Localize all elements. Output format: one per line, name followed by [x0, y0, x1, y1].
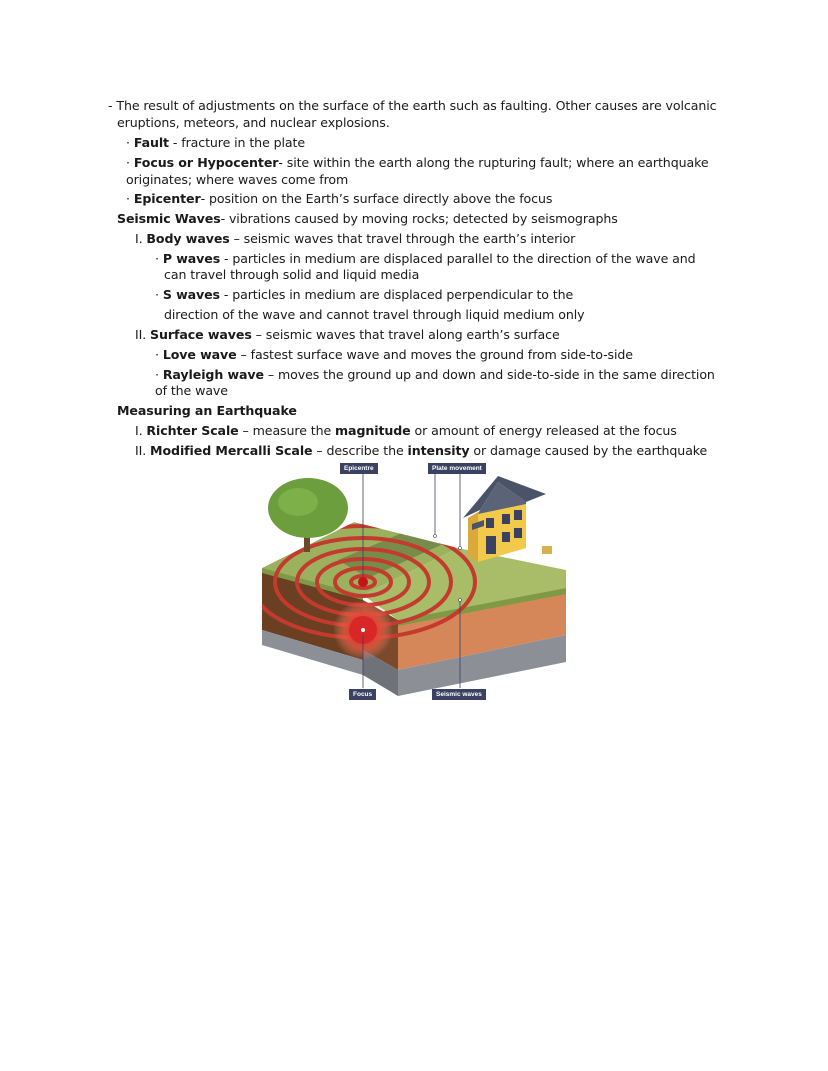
love-wave-item: · Love wave – fastest surface wave and moves the ground from side-to-side — [155, 347, 633, 362]
text-line-1: - The result of adjustments on the surface of the earth such as faulting. Other causes are volcanic — [108, 98, 717, 113]
surface-waves-item: II. Surface waves – seismic waves that travel along earth’s surface — [135, 327, 560, 342]
seismic-waves-label: Seismic waves — [432, 689, 486, 700]
p-waves-item-cont: can travel through solid and liquid media — [164, 267, 420, 282]
s-waves-item: · S waves - particles in medium are displaced perpendicular to the — [155, 287, 574, 302]
body-waves-item: I. Body waves – seismic waves that travel through the earth’s interior — [135, 231, 576, 246]
plate-movement-label: Plate movement — [428, 463, 486, 474]
epicentre-marker — [358, 577, 368, 587]
measuring-heading: Measuring an Earthquake — [117, 403, 297, 418]
focus-definition-cont: originates; where waves come from — [126, 172, 349, 187]
fault-definition: · Fault - fracture in the plate — [126, 135, 306, 150]
earthquake-diagram — [258, 460, 570, 706]
focus-definition: · Focus or Hypocenter- site within the earth along the rupturing fault; where an earthquake — [126, 155, 709, 170]
p-waves-item: · P waves - particles in medium are displaced parallel to the direction of the wave and — [155, 251, 696, 266]
seismic-waves-heading: Seismic Waves- vibrations caused by moving rocks; detected by seismographs — [117, 211, 618, 226]
epicentre-label: Epicentre — [340, 463, 378, 474]
epicenter-definition: · Epicenter- position on the Earth’s surface directly above the focus — [126, 191, 553, 206]
text-line-2: eruptions, meteors, and nuclear explosions. — [117, 115, 390, 130]
rayleigh-wave-item: · Rayleigh wave – moves the ground up and down and side-to-side in the same direction — [155, 367, 715, 382]
focus-label: Focus — [349, 689, 376, 700]
earthquake-block-illustration — [258, 460, 570, 706]
s-waves-item-cont: direction of the wave and cannot travel through liquid medium only — [164, 307, 585, 322]
richter-scale-item: I. Richter Scale – measure the magnitude or amount of energy released at the focus — [135, 423, 677, 438]
mercalli-scale-item: II. Modified Mercalli Scale – describe the intensity or damage caused by the earthquake — [135, 443, 708, 458]
rayleigh-wave-item-cont: of the wave — [155, 383, 228, 398]
